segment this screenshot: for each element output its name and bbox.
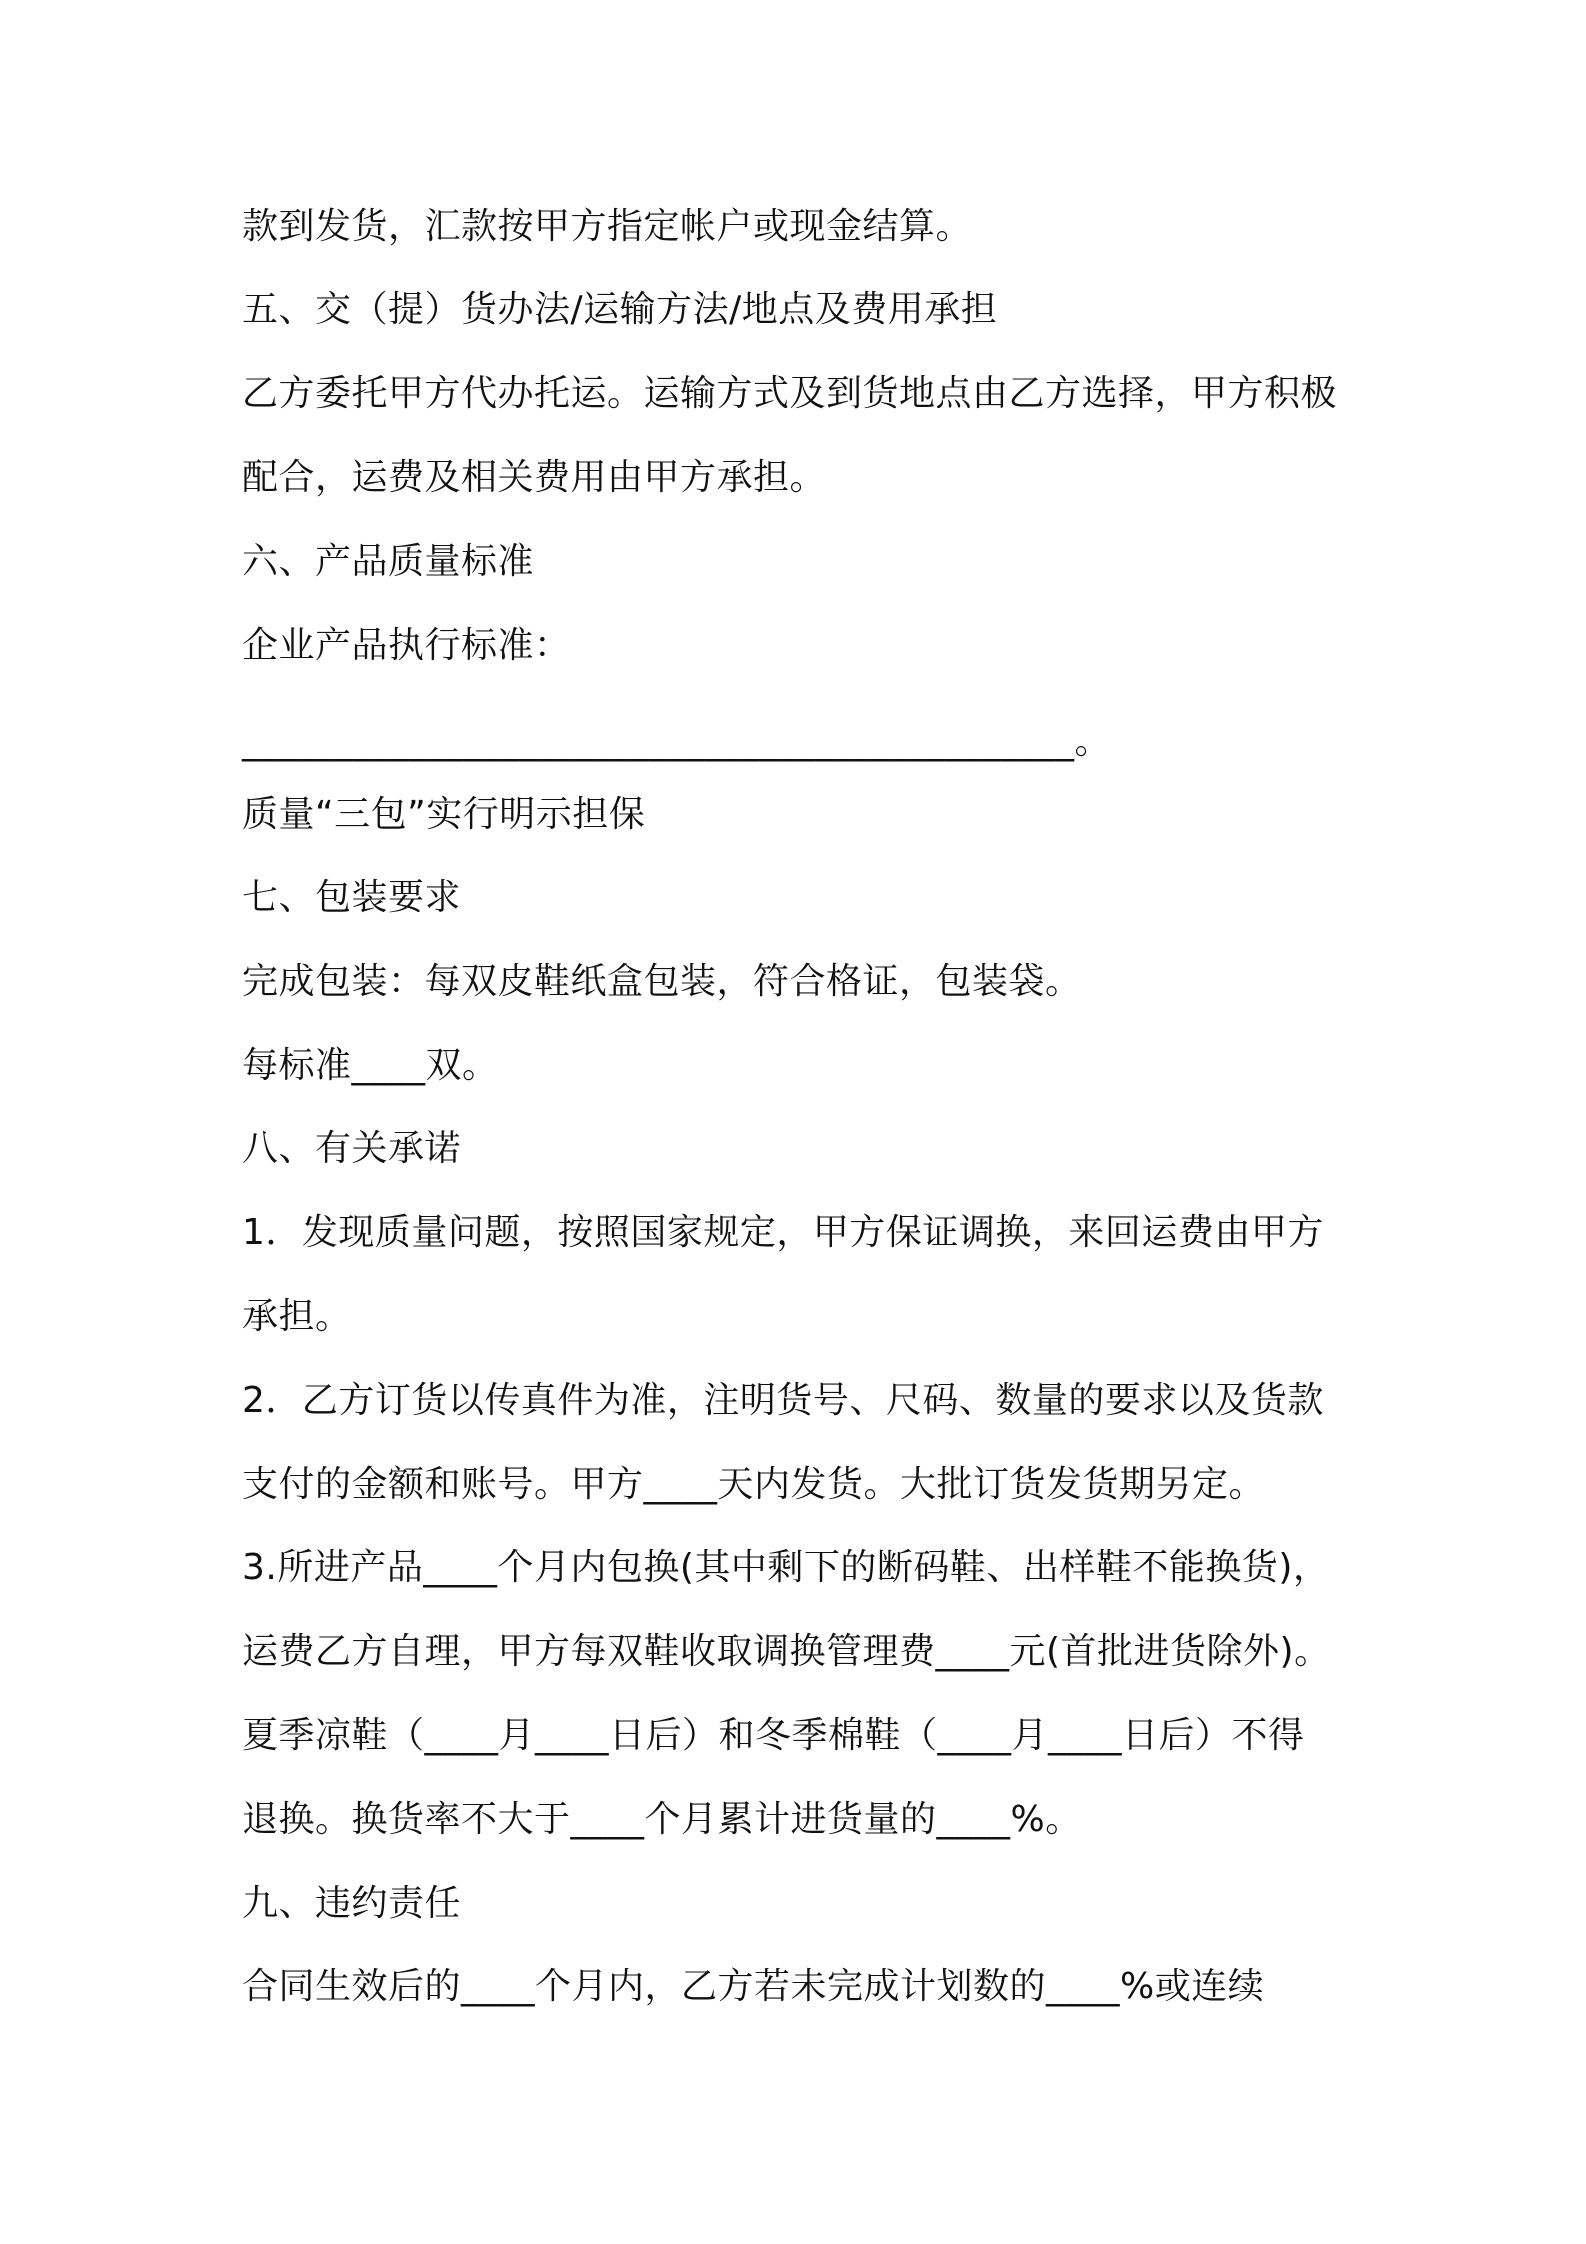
section-heading: 九、违约责任 — [242, 1883, 462, 1924]
section-heading: 八、有关承诺 — [242, 1128, 462, 1169]
text-line: 配合，运费及相关费用由甲方承担。 — [242, 457, 827, 498]
text-line: 企业产品执行标准： — [242, 625, 571, 666]
section-heading: 六、产品质量标准 — [242, 541, 535, 582]
text-line: 承担。 — [242, 1296, 352, 1337]
text-line: 2．乙方订货以传真件为准，注明货号、尺码、数量的要求以及货款 — [242, 1380, 1324, 1421]
text-line: 完成包装：每双皮鞋纸盒包装，符合格证，包装袋。 — [242, 961, 1082, 1002]
text-line: 1．发现质量问题，按照国家规定，甲方保证调换，来回运费由甲方 — [242, 1212, 1324, 1253]
text-line: 退换。换货率不大于____个月累计进货量的____%。 — [242, 1799, 1082, 1840]
text-line: 款到发货，汇款按甲方指定帐户或现金结算。 — [242, 206, 973, 247]
section-heading: 五、交（提）货办法/运输方法/地点及费用承担 — [242, 289, 998, 330]
section-heading: 七、包装要求 — [242, 877, 462, 918]
text-line: 支付的金额和账号。甲方____天内发货。大批订货发货期另定。 — [242, 1464, 1266, 1505]
text-line: 质量“三包”实行明示担保 — [242, 794, 646, 835]
text-line: 每标准____双。 — [242, 1045, 499, 1086]
text-line: 夏季凉鞋（____月____日后）和冬季棉鞋（____月____日后）不得 — [242, 1715, 1305, 1756]
text-line: 合同生效后的____个月内，乙方若未完成计划数的____%或连续 — [242, 1966, 1265, 2007]
text-line: 乙方委托甲方代办托运。运输方式及到货地点由乙方选择，甲方积极 — [242, 373, 1338, 414]
text-line: 3.所进产品____个月内包换(其中剩下的断码鞋、出样鞋不能换货)， — [242, 1547, 1330, 1588]
text-line: 运费乙方自理，甲方每双鞋收取调换管理费____元(首批进货除外)。 — [242, 1631, 1331, 1672]
blank-fill-line: _____________________________________________。 — [242, 721, 1111, 762]
